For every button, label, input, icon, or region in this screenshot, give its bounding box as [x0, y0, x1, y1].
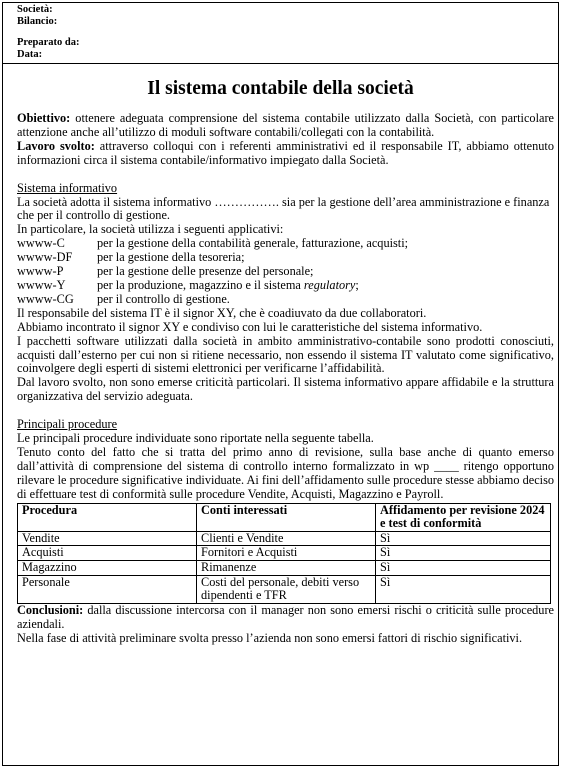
app-item	[17, 237, 554, 251]
table-cell: Acquisti	[18, 546, 197, 561]
table-row	[18, 560, 551, 575]
app-item	[17, 265, 554, 279]
preparato-label: Preparato da:	[17, 37, 80, 48]
table-cell: Rimanenze	[197, 560, 376, 575]
column-header: Conti interessati	[197, 503, 376, 531]
table-cell: Clienti e Vendite	[197, 531, 376, 546]
app-code: wwww-C	[17, 236, 65, 251]
procedure-p2: Tenuto conto del fatto che si tratta del primo anno di revisione, sulla base anche di quanto emerso dall’attività di comprensione del sistema di controllo interno formalizzato in wp ____ ritengo opportuno rilevare le procedure significative individuate. Ai fini dell’affidamento sulle procedure stesse abbiamo deciso di effettuare test di conformità sulle procedure Vendite, Acquisti, Magazzino e Payroll.	[17, 444, 554, 501]
procedure-table	[17, 503, 551, 604]
table-cell: Sì	[376, 546, 551, 561]
table-cell: Sì	[376, 560, 551, 575]
lavoro-label: Lavoro svolto:	[17, 138, 95, 153]
app-item	[17, 293, 554, 307]
table-cell: Sì	[376, 575, 551, 603]
procedure-heading: Principali procedure	[17, 417, 118, 432]
bilancio-label: Bilancio:	[17, 15, 58, 27]
table-cell: Fornitori e Acquisti	[197, 546, 376, 561]
table-row	[18, 531, 551, 546]
obiettivo-text: ottenere adeguata comprensione del sistema contabile utilizzato dalla Società, con particolare attenzione anche all’utilizzo di moduli software contabili/collegati con la contabilità.	[17, 111, 554, 139]
app-desc-text: per la produzione, magazzino e il sistema	[97, 277, 304, 292]
app-item	[17, 251, 554, 265]
conclusioni-text: dalla discussione intercorsa con il manager non sono emersi rischi o criticità sulle procedure aziendali.	[17, 602, 554, 631]
sistema-p1: La società adotta il sistema informativo ……………. sia per la gestione dell’area amministrazione e finanza che per il controllo di gestione.	[17, 194, 550, 223]
app-desc	[97, 279, 359, 293]
table-row	[18, 575, 551, 603]
app-desc-emphasis: regulatory	[303, 277, 356, 292]
app-desc-tail: ;	[355, 277, 359, 292]
app-desc: per la gestione della contabilità generale, fatturazione, acquisti;	[97, 236, 409, 251]
app-code: wwww-P	[17, 264, 64, 279]
obiettivo-paragraph	[17, 112, 554, 140]
sistema-heading: Sistema informativo	[17, 180, 118, 195]
app-desc: per la gestione della tesoreria;	[97, 250, 245, 265]
app-desc: per il controllo di gestione.	[97, 291, 230, 306]
conclusioni-p2: Nella fase di attività preliminare svolta presso l’azienda non sono emersi fattori di rischio significativi.	[17, 630, 523, 645]
app-list	[17, 237, 554, 307]
document-header	[3, 3, 558, 60]
sistema-p4: Abbiamo incontrato il signor XY e condiviso con lui le caratteristiche del sistema informativo.	[17, 319, 483, 334]
societa-label: Società:	[17, 4, 53, 15]
conclusioni-label: Conclusioni:	[17, 602, 84, 617]
app-item	[17, 279, 554, 293]
lavoro-paragraph	[17, 140, 554, 168]
header-divider	[3, 63, 558, 64]
app-code: wwww-Y	[17, 277, 66, 292]
table-header-row	[18, 503, 551, 531]
sistema-p2: In particolare, la società utilizza i seguenti applicativi:	[17, 222, 284, 237]
app-desc: per la gestione delle presenze del personale;	[97, 264, 314, 279]
table-cell: Sì	[376, 531, 551, 546]
column-header: Procedura	[18, 503, 197, 531]
conclusioni-paragraph	[17, 604, 554, 632]
table-cell: Vendite	[18, 531, 197, 546]
lavoro-text: attraverso colloqui con i referenti amministrativi ed il responsabile IT, abbiamo ottenuto informazioni circa il sistema contabile/informativo impiegato dalla Società.	[17, 138, 554, 167]
sistema-p5: I pacchetti software utilizzati dalla società in ambito amministrativo-contabile sono prodotti conosciuti, acquisti dall’esterno per cui non si ritiene necessario, non essendo il sistema IT valutato come significativo, coinvolgere degli esperti di sistemi elettronici per verificarne l’affidabilità.	[17, 333, 554, 376]
app-code: wwww-CG	[17, 291, 74, 306]
table-cell: Magazzino	[18, 560, 197, 575]
sistema-p6: Dal lavoro svolto, non sono emerse criticità particolari. Il sistema informativo appare affidabile e la struttura organizzativa del servizio adeguata.	[17, 375, 554, 404]
table-cell: Costi del personale, debiti verso dipendenti e TFR	[197, 575, 376, 603]
document-page	[2, 2, 559, 766]
procedure-p1: Le principali procedure individuate sono riportate nella seguente tabella.	[17, 431, 374, 446]
column-header: Affidamento per revisione 2024 e test di conformità	[376, 503, 551, 531]
obiettivo-label: Obiettivo:	[17, 111, 71, 125]
sistema-p3: Il responsabile del sistema IT è il signor XY, che è coadiuvato da due collaboratori.	[17, 305, 427, 320]
document-body	[3, 112, 558, 645]
table-row	[18, 546, 551, 561]
app-code: wwww-DF	[17, 250, 73, 265]
page-title: Il sistema contabile della società	[147, 78, 414, 99]
table-cell: Personale	[18, 575, 197, 603]
data-label: Data:	[17, 48, 43, 60]
